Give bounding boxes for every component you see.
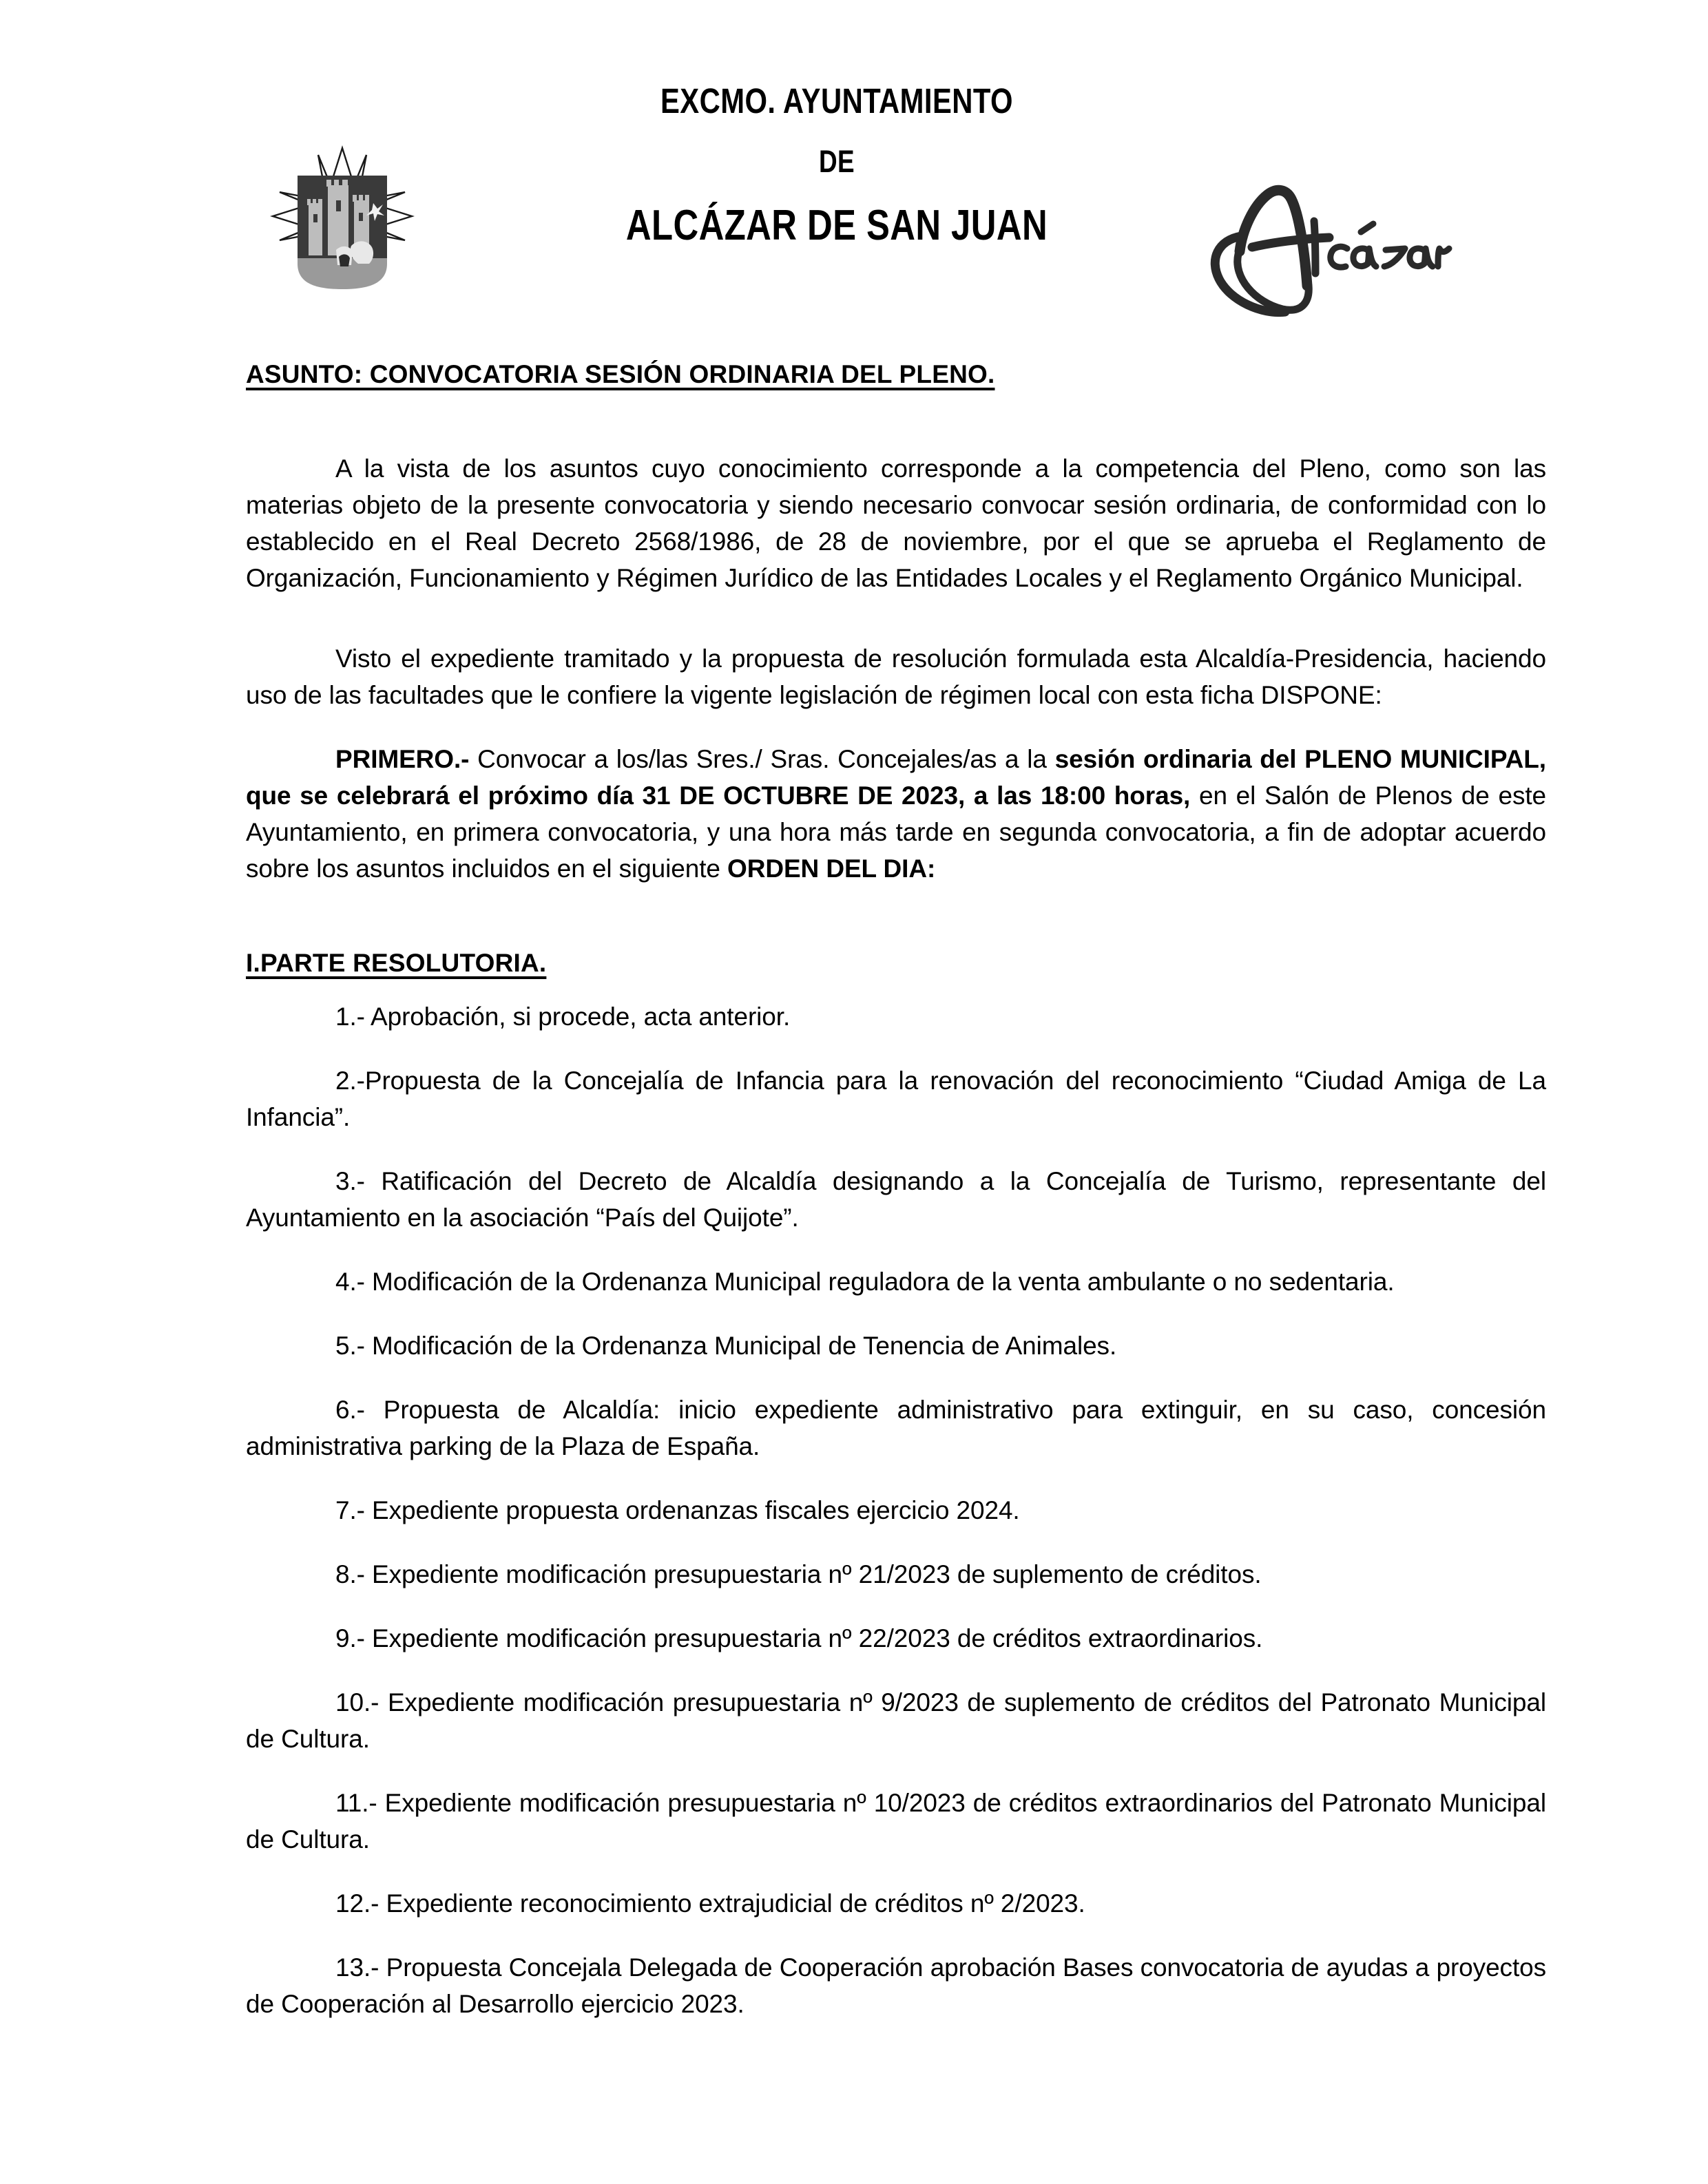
agenda-item: 12.- Expediente reconocimiento extrajudicial de créditos nº 2/2023. (335, 1889, 1085, 1918)
institution-title-line-2: DE (818, 144, 855, 179)
agenda-item: 4.- Modificación de la Ordenanza Municipal reguladora de la venta ambulante o no sedentaria. (335, 1268, 1395, 1296)
paragraph-primero (246, 741, 1546, 887)
institution-title-block (482, 65, 1191, 251)
agenda-item: 2.-Propuesta de la Concejalía de Infancia para la renovación del reconocimiento “Ciudad Amiga de La Infancia”. (246, 1067, 1546, 1131)
primero-text-a: Convocar a los/las Sres./ Sras. Concejales/as a la (469, 745, 1055, 773)
spacer (246, 596, 1546, 640)
spacer (246, 980, 1546, 998)
primero-label: PRIMERO.- (335, 745, 470, 773)
agenda-item: 9.- Expediente modificación presupuestaria nº 22/2023 de créditos extraordinarios. (335, 1624, 1263, 1652)
paragraph-antecedentes: A la vista de los asuntos cuyo conocimiento corresponde a la competencia del Pleno, como son las materias objeto de la presente convocatoria y siendo necesario convocar sesión ordinaria, de conformidad con lo establecido en el Real Decreto 2568/1986, de 28 de noviembre, por el que se aprueba el Reglamento de Organización, Funcionamiento y Régimen Jurídico de las Entidades Locales y el Reglamento Orgánico Municipal. (246, 454, 1546, 592)
coat-of-arms-icon (270, 143, 415, 291)
primero-bold-orden: ORDEN DEL DIA: (727, 854, 936, 883)
spacer (246, 887, 1546, 946)
agenda-item: 8.- Expediente modificación presupuestaria nº 21/2023 de suplemento de créditos. (335, 1560, 1262, 1588)
agenda-item: 1.- Aprobación, si procede, acta anterior. (335, 1002, 791, 1031)
agenda-item: 5.- Modificación de la Ordenanza Municipal de Tenencia de Animales. (335, 1332, 1117, 1360)
document-header (0, 65, 1708, 293)
primero-text-c: en el Salón de Plenos de este Ayuntamiento, en primera convocatoria, y una hora más tarde en segunda convocatoria, a fin de adoptar acuerdo sobre los asuntos incluidos en el siguiente (246, 781, 1547, 883)
agenda-item: 11.- Expediente modificación presupuestaria nº 10/2023 de créditos extraordinarios del Patronato Municipal de Cultura. (246, 1789, 1546, 1854)
agenda-item: 6.- Propuesta de Alcaldía: inicio expediente administrativo para extinguir, en su caso, concesión administrativa parking de la Plaza de España. (246, 1396, 1546, 1460)
subject-line: ASUNTO: CONVOCATORIA SESIÓN ORDINARIA DEL PLENO. (246, 360, 995, 388)
agenda-item: 3.- Ratificación del Decreto de Alcaldía designando a la Concejalía de Turismo, representante del Ayuntamiento en la asociación “País del Quijote”. (246, 1167, 1546, 1232)
agenda-list (246, 998, 1546, 2022)
alcazar-brandmark-logo (1198, 155, 1453, 317)
spacer (246, 391, 1546, 450)
agenda-item: 13.- Propuesta Concejala Delegada de Cooperación aprobación Bases convocatoria de ayudas a proyectos de Cooperación al Desarrollo ejercicio 2023. (246, 1953, 1546, 2018)
section-heading-parte-resolutoria: I.PARTE RESOLUTORIA. (246, 949, 547, 977)
document-body (246, 358, 1546, 2022)
spacer (246, 713, 1546, 741)
paragraph-visto-expediente: Visto el expediente tramitado y la propuesta de resolución formulada esta Alcaldía-Presidencia, haciendo uso de las facultades que le confiere la vigente legislación de régimen local con esta ficha DISPONE: (246, 644, 1546, 709)
primero-bold-session: sesión ordinaria del PLENO MUNICIPAL, que se celebrará el próximo día 31 DE OCTUBRE DE 2023, a las 18:00 horas, (246, 745, 1546, 810)
institution-title-line-3: ALCÁZAR DE SAN JUAN (625, 202, 1048, 249)
agenda-item: 7.- Expediente propuesta ordenanzas fiscales ejercicio 2024. (335, 1496, 1020, 1524)
institution-title-line-1: EXCMO. AYUNTAMIENTO (660, 81, 1013, 120)
agenda-item: 10.- Expediente modificación presupuestaria nº 9/2023 de suplemento de créditos del Patronato Municipal de Cultura. (246, 1688, 1546, 1753)
